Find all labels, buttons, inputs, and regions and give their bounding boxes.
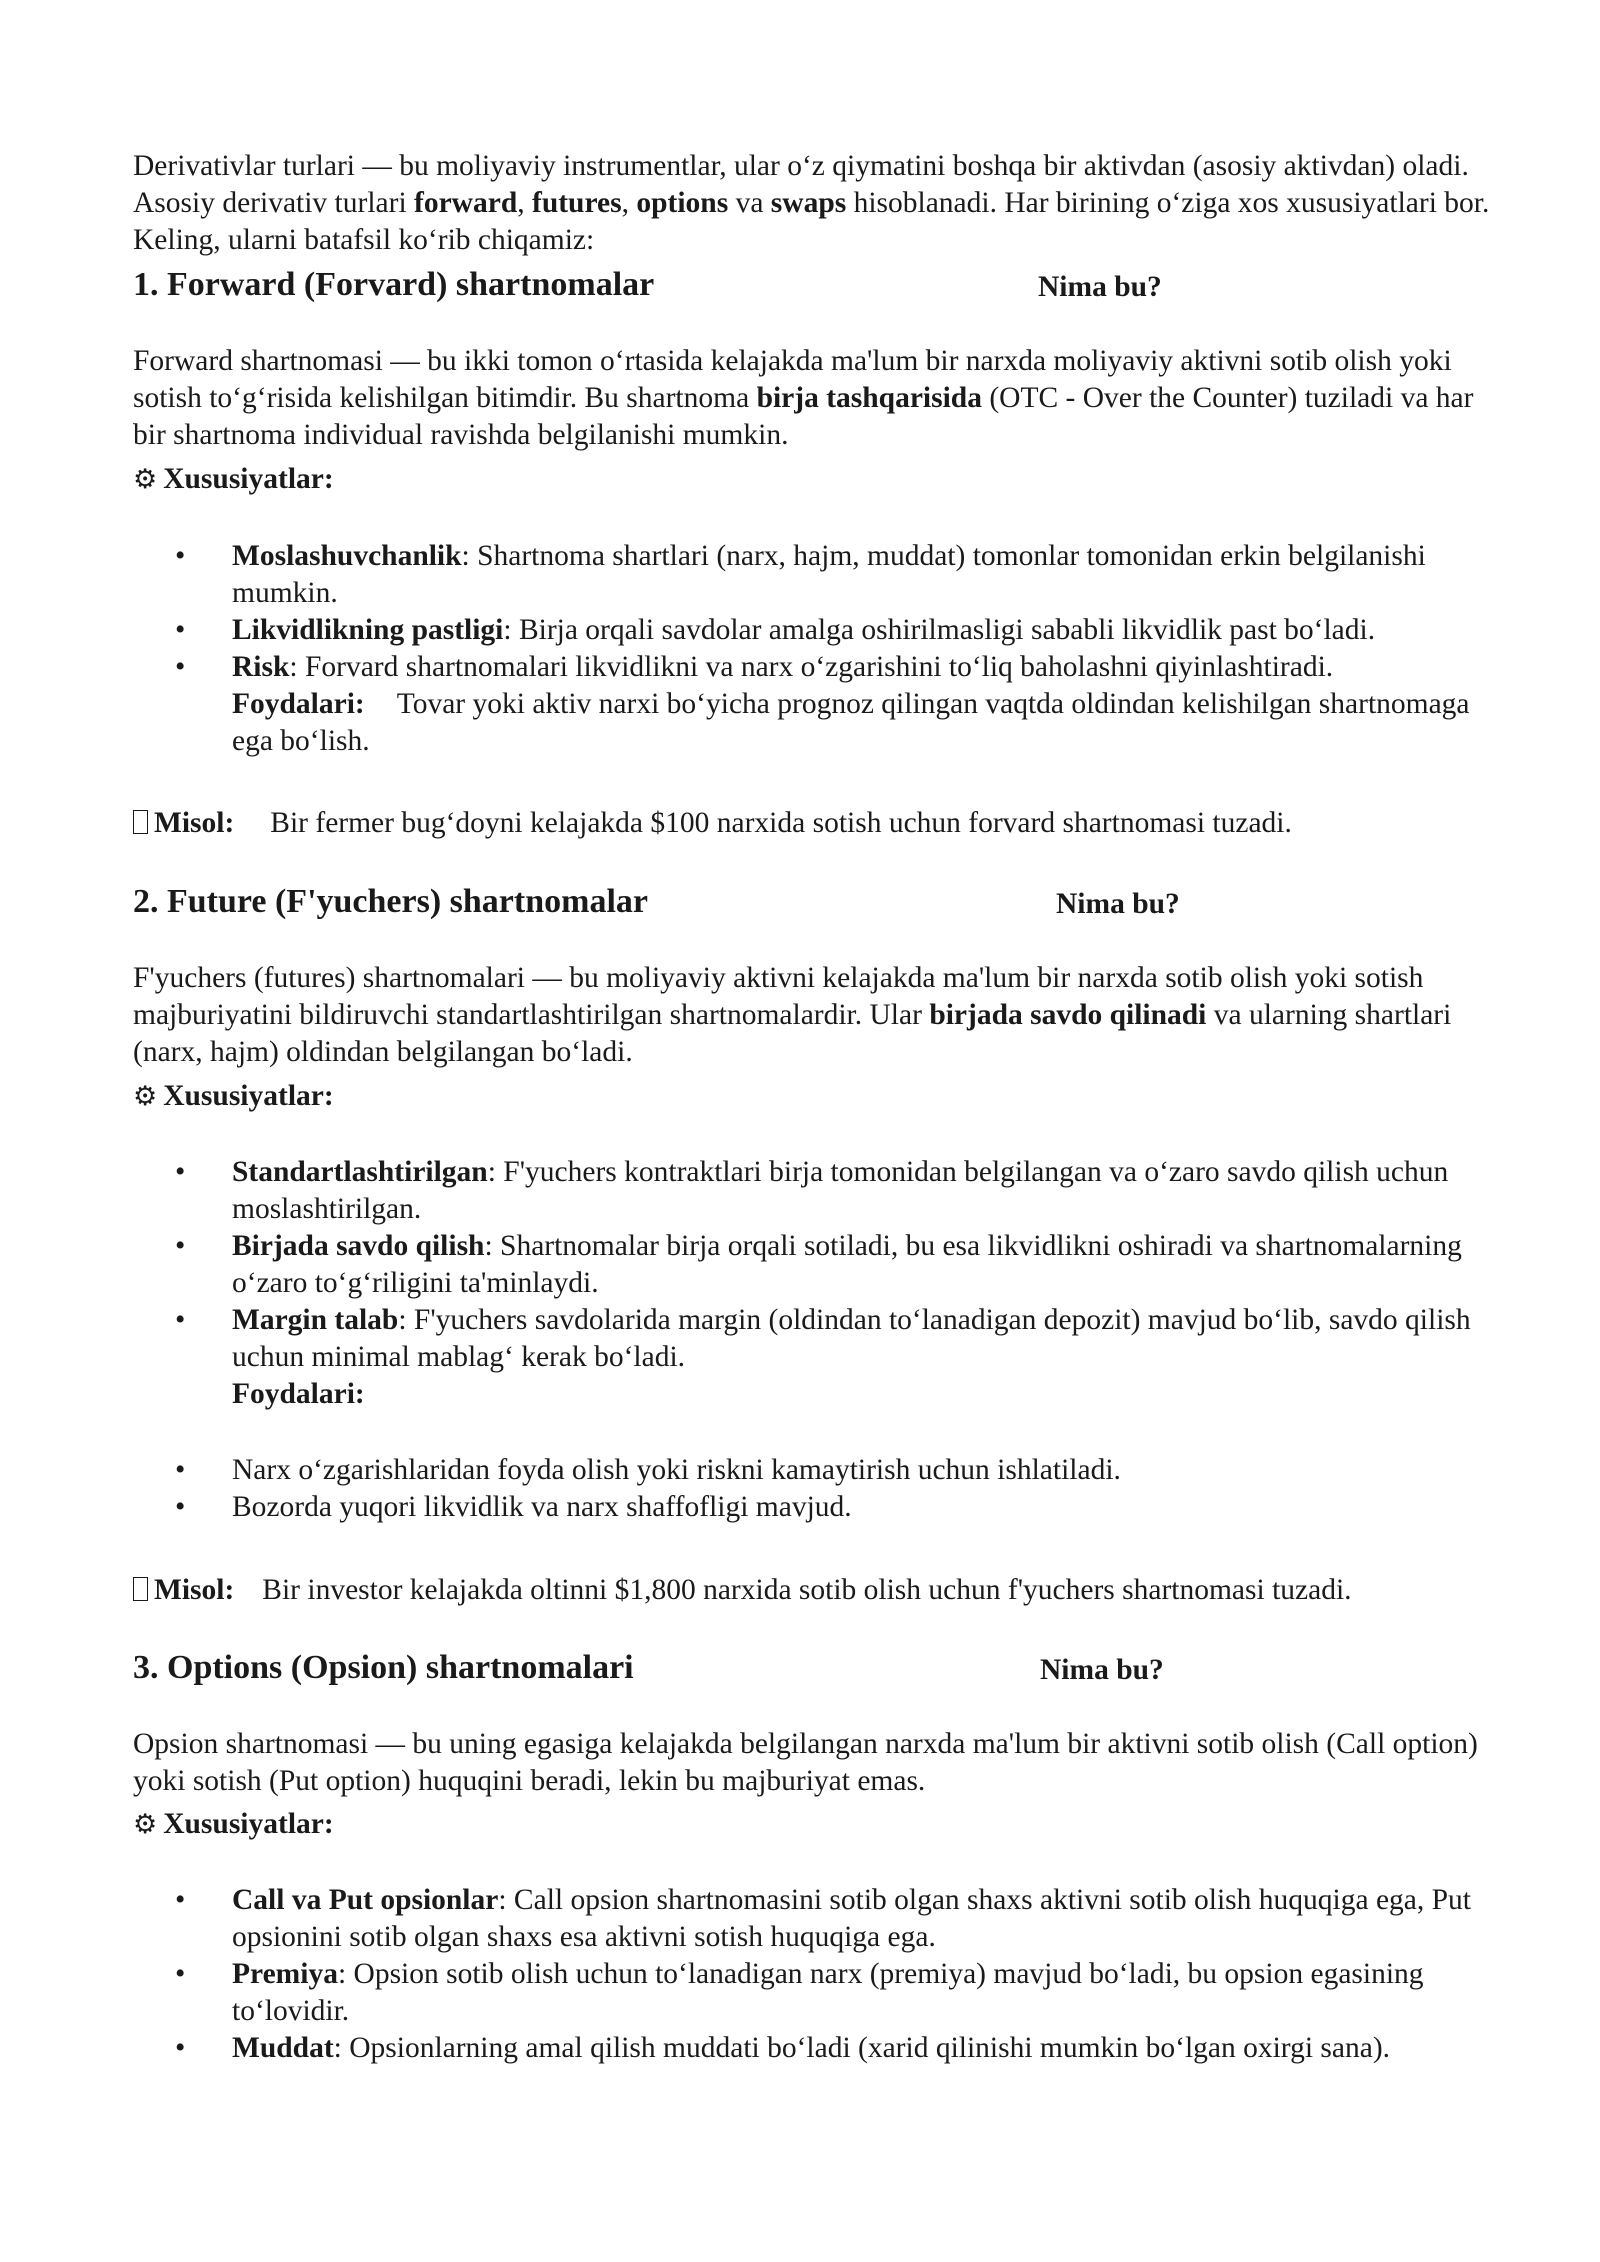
- options-description: Opsion shartnomasi — bu uning egasiga kelajakda belgilangan narxda ma'lum bir aktivni sotib olish (Call option) yoki sotish (Put option) huquqini beradi, lekin bu majburiyat emas.: [133, 1728, 1478, 1797]
- benefits-label: Foydalari:: [232, 688, 365, 720]
- feature-term: Premiya: [232, 1958, 338, 1990]
- benefit-text: Narx o‘zgarishlaridan foyda olish yoki riskni kamaytirish uchun ishlatiladi.: [232, 1454, 1121, 1486]
- example-label: Misol:: [154, 807, 235, 839]
- future-desc-bold: birjada savdo qilinadi: [929, 999, 1207, 1031]
- future-example: [133, 1572, 1352, 1609]
- feature-desc: : Opsionlarning amal qilish muddati bo‘ladi (xarid qilinishi mumkin bo‘lgan oxirgi sana).: [333, 2032, 1391, 2064]
- intro-text: va: [728, 187, 771, 219]
- bullet-icon: •: [175, 540, 186, 572]
- example-text: Bir fermer bug‘doyni kelajakda $100 narxida sotish uchun forvard shartnomasi tuzadi.: [270, 807, 1292, 839]
- feature-term: Margin talab: [232, 1304, 399, 1336]
- options-feature-item: [175, 2030, 1515, 2067]
- features-label: Xususiyatlar:: [163, 1808, 334, 1840]
- future-benefits-label: Foydalari:: [232, 1378, 365, 1410]
- options-features-heading: [133, 1806, 334, 1843]
- future-features-heading: [133, 1078, 334, 1115]
- forward-nima-bu: Nima bu?: [1038, 271, 1162, 303]
- forward-desc-text: (OTC - Over the Counter) tuziladi va har bir shartnoma individual ravishda belgilanishi mumkin.: [133, 382, 1474, 451]
- intro-bold-swaps: swaps: [770, 187, 847, 219]
- placeholder-box-icon: [133, 810, 148, 834]
- feature-term: Risk: [232, 651, 290, 683]
- feature-text: [232, 1882, 1515, 1956]
- bullet-icon: •: [175, 614, 186, 646]
- feature-desc: : Shartnoma shartlari (narx, hajm, muddat) tomonlar tomonidan erkin belgilanishi mumkin.: [232, 540, 1426, 609]
- future-desc-text: F'yuchers (futures) shartnomalari — bu moliyaviy aktivni kelajakda ma'lum bir narxda sotib olish yoki sotish majburiyatini bildiruvchi standartlashtirilgan shartnomalardir. Ular: [133, 962, 1424, 1031]
- future-benefit-item: [175, 1452, 1515, 1489]
- intro-bold-forward: forward: [414, 187, 518, 219]
- intro-bold-futures: futures: [532, 187, 622, 219]
- bullet-icon: •: [175, 1304, 186, 1336]
- example-label: Misol:: [154, 1574, 235, 1606]
- forward-features-heading: [133, 461, 334, 498]
- bullet-icon: •: [175, 1156, 186, 1188]
- feature-desc: : Birja orqali savdolar amalga oshirilmasligi sababli likvidlik past bo‘ladi.: [503, 614, 1376, 646]
- feature-desc: : F'yuchers savdolarida margin (oldindan to‘lanadigan depozit) mavjud bo‘lib, savdo qilish uchun minimal mablag‘ kerak bo‘ladi.: [232, 1304, 1471, 1373]
- gear-icon: ⚙: [133, 464, 158, 495]
- feature-text: [232, 1228, 1515, 1302]
- forward-feature-item: [175, 649, 1515, 686]
- feature-term: Likvidlikning pastligi: [232, 614, 504, 646]
- benefit-text: Bozorda yuqori likvidlik va narx shaffofligi mavjud.: [232, 1491, 852, 1523]
- forward-feature-item: [175, 612, 1515, 649]
- placeholder-box-icon: [133, 1577, 148, 1601]
- options-nima-bu: Nima bu?: [1040, 1654, 1164, 1686]
- intro-text: ,: [621, 187, 637, 219]
- forward-benefits: [175, 686, 1515, 760]
- forward-desc-bold: birja tashqarisida: [756, 382, 982, 414]
- features-label: Xususiyatlar:: [163, 463, 334, 495]
- bullet-icon: •: [175, 1958, 186, 1990]
- forward-description: [133, 343, 1493, 454]
- bullet-icon: •: [175, 1230, 186, 1262]
- forward-desc-text: Forward shartnomasi — bu ikki tomon o‘rtasida kelajakda ma'lum bir narxda moliyaviy aktivni sotib olish yoki sotish to‘g‘risida kelishilgan bitimdir. Bu shartnoma: [133, 345, 1452, 414]
- feature-desc: : Opsion sotib olish uchun to‘lanadigan narx (premiya) mavjud bo‘ladi, bu opsion egasining to‘lovidir.: [232, 1958, 1424, 2027]
- feature-text: [232, 1302, 1515, 1376]
- bullet-icon: •: [175, 2032, 186, 2064]
- intro-paragraph: [133, 148, 1493, 259]
- forward-example: [133, 805, 1292, 842]
- future-description: [133, 960, 1493, 1071]
- feature-text: [232, 612, 1515, 649]
- feature-desc: : Forvard shartnomalari likvidlikni va narx o‘zgarishini to‘liq baholashni qiyinlashtiradi.: [289, 651, 1334, 683]
- feature-term: Moslashuvchanlik: [232, 540, 462, 572]
- gear-icon: ⚙: [133, 1809, 158, 1840]
- feature-term: Standartlashtirilgan: [232, 1156, 488, 1188]
- feature-text: [232, 2030, 1515, 2067]
- intro-bold-options: options: [636, 187, 729, 219]
- future-feature-item: [175, 1228, 1515, 1302]
- gear-icon: ⚙: [133, 1081, 158, 1112]
- intro-text: Derivativlar turlari — bu moliyaviy instrumentlar, ular o‘z qiymatini boshqa bir aktivdan (asosiy aktivdan) oladi. Asosiy derivativ turlari: [133, 150, 1469, 219]
- feature-term: Birjada savdo qilish: [232, 1230, 485, 1262]
- future-heading: 2. Future (F'yuchers) shartnomalar: [133, 883, 648, 920]
- example-text: Bir investor kelajakda oltinni $1,800 narxida sotib olish uchun f'yuchers shartnomasi tuzadi.: [262, 1574, 1352, 1606]
- options-heading: 3. Options (Opsion) shartnomalari: [133, 1649, 634, 1686]
- feature-text: [232, 1956, 1515, 2030]
- forward-heading: 1. Forward (Forvard) shartnomalar: [133, 266, 655, 303]
- intro-text: hisoblanadi. Har birining o‘ziga xos xususiyatlari bor. Keling, ularni batafsil ko‘rib chiqamiz:: [133, 187, 1490, 256]
- bullet-icon: •: [175, 1454, 186, 1486]
- intro-text: ,: [517, 187, 532, 219]
- feature-text: [232, 649, 1515, 686]
- feature-term: Muddat: [232, 2032, 334, 2064]
- future-nima-bu: Nima bu?: [1056, 888, 1180, 920]
- options-feature-item: [175, 1882, 1515, 1956]
- feature-term: Call va Put opsionlar: [232, 1884, 499, 1916]
- future-feature-item: [175, 1302, 1515, 1376]
- future-desc-text: va ularning shartlari (narx, hajm) oldindan belgilangan bo‘ladi.: [133, 999, 1452, 1068]
- bullet-icon: •: [175, 1884, 186, 1916]
- benefit-text: Tovar yoki aktiv narxi bo‘yicha prognoz qilingan vaqtda oldindan kelishilgan shartnomaga ega bo‘lish.: [232, 688, 1470, 757]
- features-label: Xususiyatlar:: [163, 1080, 334, 1112]
- bullet-icon: •: [175, 1491, 186, 1523]
- forward-feature-item: [175, 538, 1515, 612]
- feature-desc: : F'yuchers kontraktlari birja tomonidan belgilangan va o‘zaro savdo qilish uchun moslashtirilgan.: [232, 1156, 1449, 1225]
- feature-text: [232, 1154, 1515, 1228]
- feature-desc: : Call opsion shartnomasini sotib olgan shaxs aktivni sotib olish huquqiga ega, Put opsionini sotib olgan shaxs esa aktivni sotish huquqiga ega.: [232, 1884, 1471, 1953]
- future-benefit-item: [175, 1489, 1515, 1526]
- feature-desc: : Shartnomalar birja orqali sotiladi, bu esa likvidlikni oshiradi va shartnomalarning o‘zaro to‘g‘riligini ta'minlaydi.: [232, 1230, 1462, 1299]
- options-feature-item: [175, 1956, 1515, 2030]
- future-feature-item: [175, 1154, 1515, 1228]
- feature-text: [232, 538, 1515, 612]
- bullet-icon: •: [175, 651, 186, 683]
